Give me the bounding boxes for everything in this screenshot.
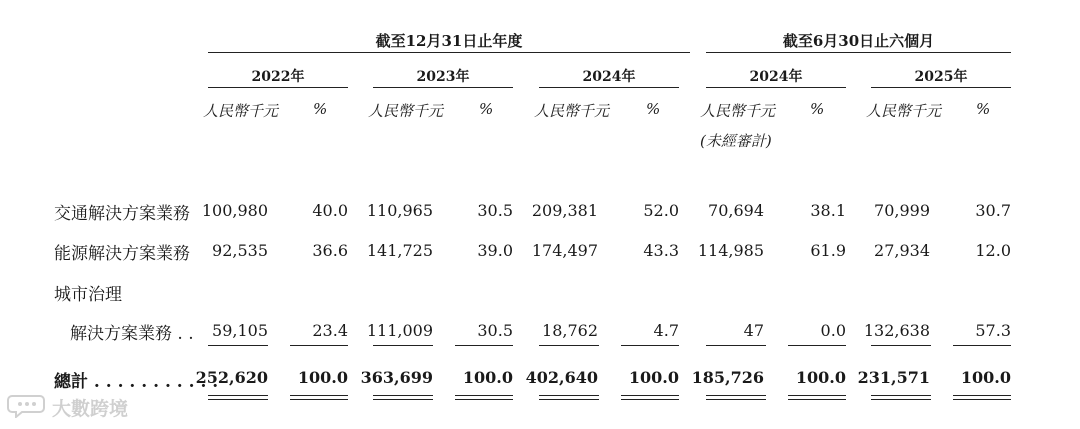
unit-unaudited: (未經審計) — [700, 132, 772, 150]
subtotal-rule — [706, 345, 766, 346]
period-header-annual: 截至12月31日止年度 — [375, 32, 523, 50]
cell-value: 59,105 — [212, 321, 268, 340]
watermark-text: 大數跨境 — [52, 398, 129, 420]
unit-amount: 人民幣千元 — [866, 102, 942, 120]
cell-value: 132,638 — [863, 321, 930, 340]
total-double-rule — [373, 395, 433, 400]
cell-value: 47 — [743, 321, 764, 340]
subtotal-rule — [871, 345, 931, 346]
cell-value: 43.3 — [643, 241, 679, 260]
row-label-transport: 交通解決方案業務 — [54, 204, 190, 224]
row-label-urban-cont: 解決方案業務 . . — [70, 324, 194, 344]
total-double-rule — [208, 395, 268, 400]
total-double-rule — [871, 395, 931, 400]
total-value: 185,726 — [691, 368, 764, 387]
total-double-rule — [290, 395, 348, 400]
cell-value: 111,009 — [366, 321, 433, 340]
watermark — [6, 392, 128, 423]
cell-value: 30.5 — [477, 321, 513, 340]
cell-value: 52.0 — [643, 201, 679, 220]
cell-value: 4.7 — [653, 321, 679, 340]
year-underline — [208, 87, 348, 88]
cell-value: 61.9 — [810, 241, 846, 260]
cell-value: 27,934 — [874, 241, 930, 260]
year-header-2022: 2022年 — [251, 69, 305, 85]
unit-amount: 人民幣千元 — [368, 102, 444, 120]
year-header-2023: 2023年 — [416, 69, 470, 85]
unit-amount: 人民幣千元 — [700, 102, 776, 120]
total-value: 100.0 — [462, 368, 513, 387]
year-header-2025-h1: 2025年 — [914, 69, 968, 85]
unit-percent: % — [313, 100, 328, 118]
cell-value: 209,381 — [531, 201, 598, 220]
year-underline — [871, 87, 1011, 88]
total-value: 231,571 — [857, 368, 930, 387]
unit-percent: % — [646, 100, 661, 118]
cell-value: 30.5 — [477, 201, 513, 220]
cell-value: 141,725 — [366, 241, 433, 260]
row-label-energy: 能源解決方案業務 — [54, 244, 190, 264]
cell-value: 40.0 — [312, 201, 348, 220]
period-underline-annual — [208, 52, 690, 53]
cell-value: 18,762 — [542, 321, 598, 340]
year-underline — [539, 87, 679, 88]
year-header-2024-h1: 2024年 — [749, 69, 803, 85]
year-header-2024: 2024年 — [582, 69, 636, 85]
cell-value: 36.6 — [312, 241, 348, 260]
subtotal-rule — [455, 345, 513, 346]
subtotal-rule — [208, 345, 268, 346]
total-double-rule — [621, 395, 679, 400]
total-value: 100.0 — [297, 368, 348, 387]
subtotal-rule — [953, 345, 1011, 346]
cell-value: 0.0 — [820, 321, 846, 340]
total-double-rule — [788, 395, 846, 400]
total-double-rule — [539, 395, 599, 400]
row-label-total: 總計 . . . . . . . . . . . — [54, 372, 219, 392]
cell-value: 38.1 — [810, 201, 846, 220]
cell-value: 57.3 — [975, 321, 1011, 340]
total-value: 402,640 — [525, 368, 598, 387]
unit-amount: 人民幣千元 — [534, 102, 610, 120]
cell-value: 92,535 — [212, 241, 268, 260]
period-header-six-months: 截至6月30日止六個月 — [782, 32, 935, 50]
cell-value: 114,985 — [697, 241, 764, 260]
total-value: 100.0 — [795, 368, 846, 387]
subtotal-rule — [621, 345, 679, 346]
chat-bubble-logo-icon — [6, 392, 46, 423]
unit-percent: % — [479, 100, 494, 118]
subtotal-rule — [539, 345, 599, 346]
year-underline — [706, 87, 846, 88]
cell-value: 110,965 — [366, 201, 433, 220]
cell-value: 70,999 — [874, 201, 930, 220]
cell-value: 174,497 — [531, 241, 598, 260]
total-double-rule — [953, 395, 1011, 400]
cell-value: 100,980 — [201, 201, 268, 220]
cell-value: 30.7 — [975, 201, 1011, 220]
cell-value: 23.4 — [312, 321, 348, 340]
total-value: 100.0 — [960, 368, 1011, 387]
subtotal-rule — [290, 345, 348, 346]
total-value: 252,620 — [195, 368, 268, 387]
unit-percent: % — [810, 100, 825, 118]
cell-value: 12.0 — [975, 241, 1011, 260]
cell-value: 39.0 — [477, 241, 513, 260]
total-value: 100.0 — [628, 368, 679, 387]
cell-value: 70,694 — [708, 201, 764, 220]
total-double-rule — [706, 395, 766, 400]
unit-amount: 人民幣千元 — [203, 102, 279, 120]
total-double-rule — [455, 395, 513, 400]
unit-percent: % — [976, 100, 991, 118]
period-underline-six-months — [706, 52, 1011, 53]
total-value: 363,699 — [360, 368, 433, 387]
year-underline — [373, 87, 513, 88]
subtotal-rule — [788, 345, 846, 346]
subtotal-rule — [373, 345, 433, 346]
row-label-urban: 城市治理 — [54, 285, 122, 305]
